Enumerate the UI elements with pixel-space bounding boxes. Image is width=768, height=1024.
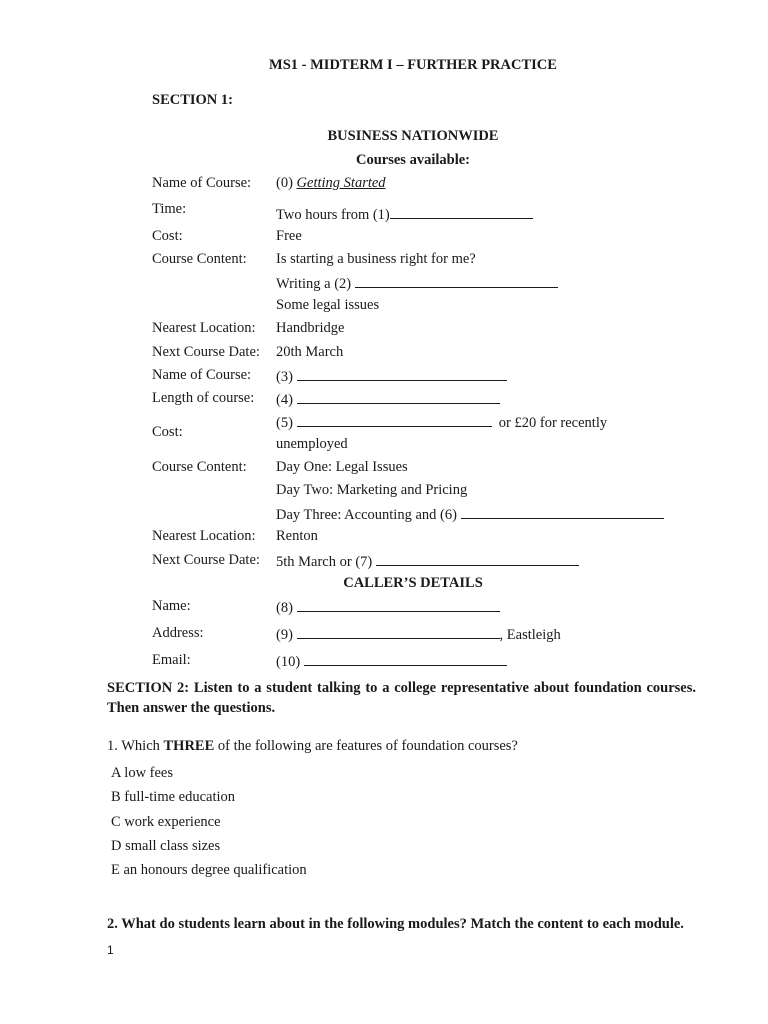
- row-value: [276, 552, 579, 571]
- row-text: (3): [276, 369, 297, 385]
- org-heading: BUSINESS NATIONWIDE: [327, 128, 499, 144]
- row-value: 20th March: [276, 344, 344, 360]
- question-2: 2. What do students learn about in the following modules? Match the content to each module.: [107, 916, 684, 932]
- answer-blank-9[interactable]: [297, 625, 500, 639]
- row-value: [276, 205, 533, 224]
- section2-intro: SECTION 2: Listen to a student talking to a college representative about foundation courses. Then answer the questions.: [107, 680, 696, 716]
- row-text: (9): [276, 627, 297, 643]
- courses-subheading: Courses available:: [356, 152, 470, 168]
- option-item[interactable]: D small class sizes: [111, 838, 221, 854]
- row-text: (4): [276, 392, 297, 408]
- answer-blank-1[interactable]: [390, 205, 533, 219]
- row-value: [276, 652, 507, 671]
- row-value: [276, 367, 507, 386]
- answer-blank-3[interactable]: [297, 367, 507, 381]
- question-1-emphasis: THREE: [163, 738, 215, 754]
- row-label: Nearest Location:: [152, 528, 256, 544]
- section1-heading: SECTION 1:: [152, 92, 233, 108]
- question-1-text: 1. Which: [107, 738, 164, 754]
- option-item[interactable]: C work experience: [111, 814, 221, 830]
- row-text: (8): [276, 600, 297, 616]
- row-label: Cost:: [152, 424, 183, 440]
- row-label: Next Course Date:: [152, 344, 260, 360]
- document-title: MS1 - MIDTERM I – FURTHER PRACTICE: [269, 57, 557, 73]
- row-value: Handbridge: [276, 320, 345, 336]
- row-suffix: or £20 for recently: [491, 415, 608, 431]
- row-text: Two hours from (1): [276, 207, 390, 223]
- row-label: Next Course Date:: [152, 552, 260, 568]
- row-text: Day Three: Accounting and (6): [276, 507, 461, 523]
- row-label: Length of course:: [152, 390, 255, 406]
- row-label: Time:: [152, 201, 187, 217]
- row-value: Free: [276, 228, 302, 244]
- row-label: Name of Course:: [152, 175, 252, 191]
- row-text: (10): [276, 654, 304, 670]
- answer-blank-8[interactable]: [297, 598, 500, 612]
- row-value: Is starting a business right for me?: [276, 251, 476, 267]
- row-value: Day One: Legal Issues: [276, 459, 408, 475]
- question-1-text: of the following are features of foundation courses?: [214, 738, 518, 754]
- example-answer: Getting Started: [296, 175, 386, 191]
- option-item[interactable]: B full-time education: [111, 789, 236, 805]
- answer-blank-10[interactable]: [304, 652, 507, 666]
- option-item[interactable]: E an honours degree qualification: [111, 862, 307, 878]
- row-label: Cost:: [152, 228, 183, 244]
- answer-blank-4[interactable]: [297, 390, 500, 404]
- example-prefix: (0): [276, 175, 297, 191]
- row-text: 5th March or (7): [276, 554, 376, 570]
- answer-blank-5[interactable]: [297, 413, 492, 427]
- page-number: 1: [107, 943, 114, 957]
- row-text: (5): [276, 415, 297, 431]
- answer-blank-7[interactable]: [376, 552, 579, 566]
- row-suffix: , Eastleigh: [499, 627, 561, 643]
- row-value-continued: unemployed: [276, 436, 348, 452]
- row-value: Renton: [276, 528, 318, 544]
- row-value: [276, 175, 386, 192]
- row-value: Some legal issues: [276, 297, 380, 313]
- row-value: [276, 274, 558, 293]
- row-label: Email:: [152, 652, 191, 668]
- row-label: Course Content:: [152, 459, 247, 475]
- answer-blank-6[interactable]: [461, 505, 664, 519]
- row-value: Day Two: Marketing and Pricing: [276, 482, 468, 498]
- row-label: Address:: [152, 625, 204, 641]
- row-value: [276, 598, 500, 617]
- question-1: [107, 738, 518, 755]
- option-item[interactable]: A low fees: [111, 765, 174, 781]
- row-label: Nearest Location:: [152, 320, 256, 336]
- row-label: Name of Course:: [152, 367, 252, 383]
- row-value: [276, 413, 607, 432]
- row-value: [276, 505, 664, 524]
- row-value: [276, 390, 500, 409]
- answer-blank-2[interactable]: [355, 274, 558, 288]
- row-text: Writing a (2): [276, 276, 355, 292]
- row-value: [276, 625, 561, 644]
- row-label: Name:: [152, 598, 191, 614]
- row-label: Course Content:: [152, 251, 247, 267]
- callers-heading: CALLER’S DETAILS: [343, 575, 483, 591]
